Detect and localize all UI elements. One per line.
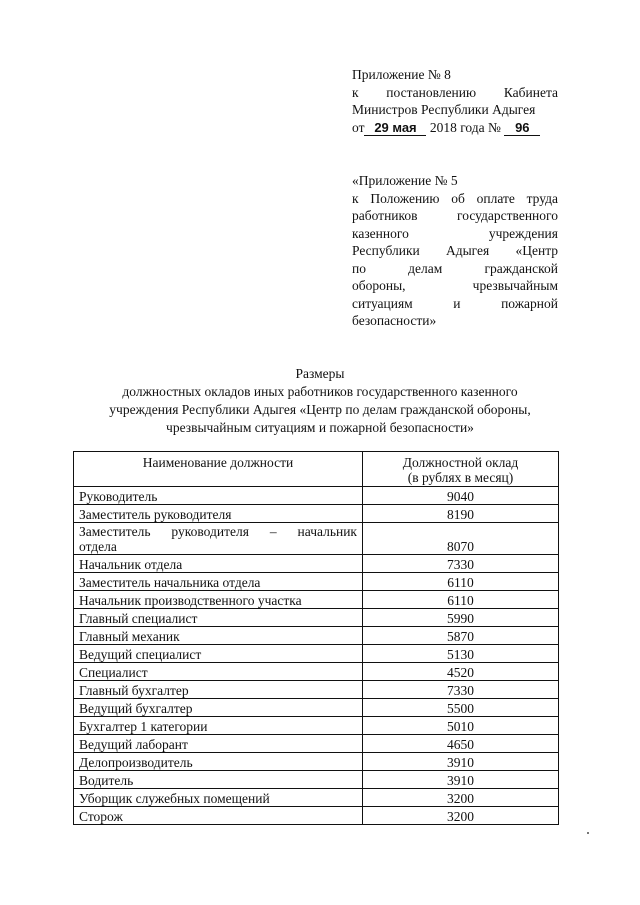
header-salary: Должностной оклад (в рублях в месяц) <box>363 452 559 487</box>
position-name: Ведущий специалист <box>74 645 363 663</box>
salary-value: 3200 <box>363 807 559 825</box>
appendix-5-header <box>352 172 558 330</box>
appendix-5-line-6: по делам гражданской <box>352 260 559 276</box>
appendix-5-line-4: казенного учреждения <box>352 225 558 241</box>
title-line-2: учреждения Республики Адыгея «Центр по делам гражданской обороны, <box>109 402 531 417</box>
table-row <box>74 555 559 573</box>
resolution-number-field: 96 <box>504 121 540 136</box>
salary-value: 5010 <box>363 717 559 735</box>
salary-value: 3910 <box>363 771 559 789</box>
appendix-5-title: «Приложение № 5 <box>352 173 458 188</box>
table-row <box>74 753 559 771</box>
position-name: Главный механик <box>74 627 363 645</box>
table-row <box>74 573 559 591</box>
table-row <box>74 627 559 645</box>
appendix-8-header <box>352 66 558 136</box>
table-header-row <box>74 452 559 487</box>
table-row <box>74 609 559 627</box>
position-name: Ведущий лаборант <box>74 735 363 753</box>
document-title <box>60 365 580 437</box>
position-name: Начальник отдела <box>74 555 363 573</box>
position-name: Бухгалтер 1 категории <box>74 717 363 735</box>
position-name: Главный бухгалтер <box>74 681 363 699</box>
salary-value: 8190 <box>363 505 559 523</box>
position-name: Руководитель <box>74 487 363 505</box>
salary-value: 9040 <box>363 487 559 505</box>
salary-value: 5870 <box>363 627 559 645</box>
title-line-3: чрезвычайным ситуациям и пожарной безопасности» <box>166 420 474 435</box>
appendix-8-line-3: Министров Республики Адыгея <box>352 102 536 117</box>
salary-value: 3910 <box>363 753 559 771</box>
salary-value: 7330 <box>363 555 559 573</box>
position-name: Начальник производственного участка <box>74 591 363 609</box>
salary-value: 6110 <box>363 573 559 591</box>
salary-value: 3200 <box>363 789 559 807</box>
position-name: Заместитель руководителя <box>74 505 363 523</box>
table-row <box>74 591 559 609</box>
appendix-5-line-7: обороны, чрезвычайным <box>352 278 558 293</box>
appendix-5-line-8: ситуациям и пожарной <box>352 295 558 311</box>
scan-speck <box>587 832 589 834</box>
appendix-5-line-5: Республики Адыгея «Центр <box>352 243 559 258</box>
table-row <box>74 771 559 789</box>
salary-value: 4520 <box>363 663 559 681</box>
resolution-date-field: 29 мая <box>364 121 426 136</box>
salary-value: 8070 <box>363 523 559 555</box>
position-name: Водитель <box>74 771 363 789</box>
position-name: Ведущий бухгалтер <box>74 699 363 717</box>
position-name: Делопроизводитель <box>74 753 363 771</box>
salary-value: 5130 <box>363 645 559 663</box>
salary-value: 5990 <box>363 609 559 627</box>
position-name: Главный специалист <box>74 609 363 627</box>
table-row <box>74 487 559 505</box>
table-row <box>74 681 559 699</box>
position-name: Специалист <box>74 663 363 681</box>
appendix-5-line-2: к Положению об оплате труда <box>352 190 558 206</box>
salary-value: 5500 <box>363 699 559 717</box>
salary-value: 6110 <box>363 591 559 609</box>
table-row <box>74 663 559 681</box>
appendix-8-date-line: от 29 мая 2018 года № 96 <box>352 119 558 137</box>
position-name: Заместитель руководителя – начальник отдела <box>74 523 363 555</box>
appendix-5-line-3: работников государственного <box>352 208 558 223</box>
header-position-name: Наименование должности <box>74 452 363 487</box>
appendix-5-line-9: безопасности» <box>352 313 437 328</box>
table-row <box>74 789 559 807</box>
table-row <box>74 807 559 825</box>
title-heading: Размеры <box>295 366 345 381</box>
title-line-1: должностных окладов иных работников государственного казенного <box>122 384 518 399</box>
table-row <box>74 505 559 523</box>
appendix-8-title: Приложение № 8 <box>352 67 451 82</box>
table-row <box>74 735 559 753</box>
salary-value: 7330 <box>363 681 559 699</box>
appendix-8-line-2: к постановлению Кабинета <box>352 84 559 100</box>
table-row <box>74 717 559 735</box>
table-row <box>74 699 559 717</box>
table-row <box>74 523 559 555</box>
position-name: Сторож <box>74 807 363 825</box>
position-name: Заместитель начальника отдела <box>74 573 363 591</box>
table-row <box>74 645 559 663</box>
salary-value: 4650 <box>363 735 559 753</box>
position-name: Уборщик служебных помещений <box>74 789 363 807</box>
salary-table <box>73 451 559 825</box>
